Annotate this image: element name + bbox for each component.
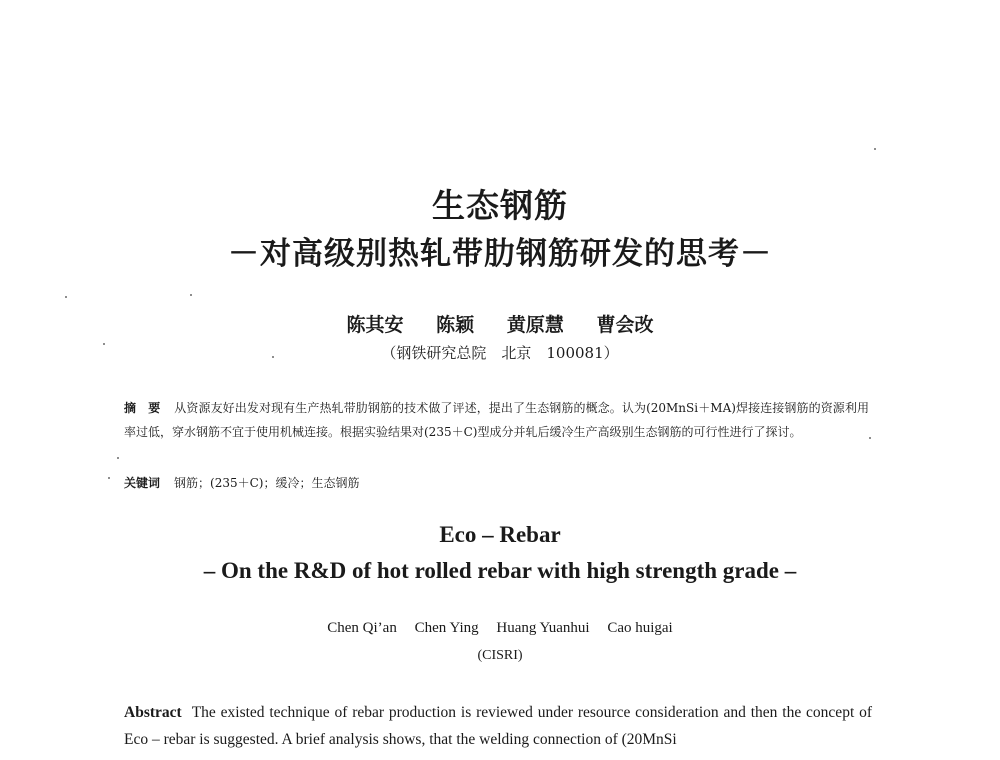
scan-speck	[65, 296, 67, 298]
keywords-text-chinese: 钢筋；(235＋C)；缓冷；生态钢筋	[174, 476, 360, 490]
affiliation-english: (CISRI)	[477, 648, 523, 663]
author-name: 黄原慧	[506, 314, 564, 336]
abstract-text-chinese: 从资源友好出发对现有生产热轧带肋钢筋的技术做了评述，提出了生态钢筋的概念。认为(20MnSi＋MA)焊接连接钢筋的资源利用率过低，穿水钢筋不宜于使用机械连接。根据实验结果对(235＋C)型成分并轧后缓冷生产高级别生态钢筋的可行性进行了探讨。	[124, 401, 869, 439]
author-name: Chen Ying	[414, 620, 479, 636]
scan-speck	[190, 294, 192, 296]
scan-speck	[874, 148, 876, 150]
author-name: Cao huigai	[607, 620, 673, 636]
author-name: Chen Qi’an	[327, 620, 397, 636]
paper-title-chinese: 生态钢筋	[432, 186, 568, 225]
keywords-chinese	[124, 474, 869, 491]
keywords-label-chinese: 关键词	[124, 476, 161, 490]
affiliation-chinese: （钢铁研究总院 北京 100081）	[381, 344, 619, 362]
scan-speck	[117, 457, 119, 459]
author-name: 陈其安	[346, 314, 404, 336]
scan-speck	[869, 437, 871, 439]
scan-speck	[108, 477, 110, 479]
author-list-english	[0, 620, 1000, 637]
abstract-label-chinese: 摘 要	[124, 401, 161, 415]
author-list-chinese	[0, 310, 1000, 337]
author-name: Huang Yuanhui	[496, 620, 590, 636]
author-name: 曹会改	[596, 314, 654, 336]
author-name: 陈颖	[436, 314, 475, 336]
paper-subtitle-english: – On the R&D of hot rolled rebar with high strength grade –	[203, 558, 797, 583]
paper-title-english: Eco – Rebar	[439, 522, 561, 547]
paper-subtitle-chinese: －对高级别热轧带肋钢筋研发的思考－	[228, 236, 772, 272]
abstract-text-english: The existed technique of rebar production is reviewed under resource consideration and then the concept of Eco – rebar is suggested. A brief analysis shows, that the welding connection of (20MnSi	[124, 704, 872, 748]
abstract-chinese	[124, 396, 869, 444]
abstract-english	[124, 699, 872, 753]
abstract-label-english: Abstract	[124, 704, 182, 721]
